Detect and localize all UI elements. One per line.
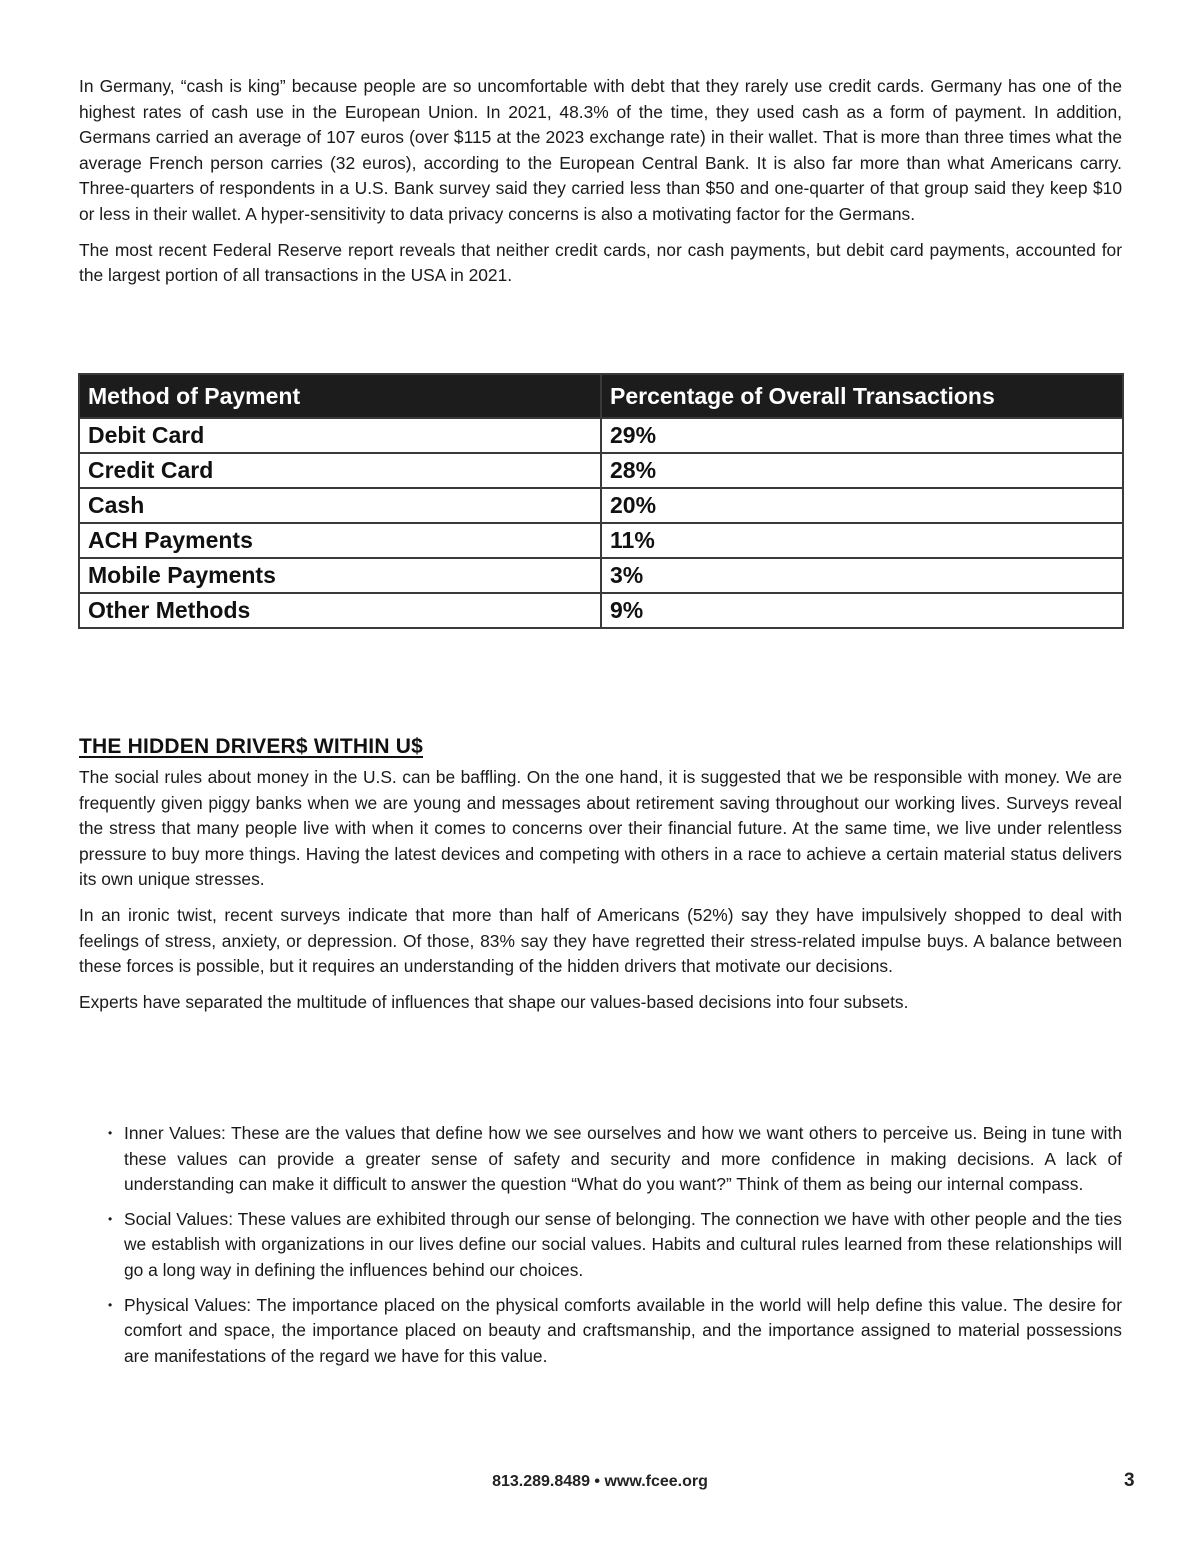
intro-paragraph-federal-reserve: The most recent Federal Reserve report reveals that neither credit cards, nor cash payments, but debit card payments, accounted for the largest portion of all transactions in the USA in 2021. [79,239,1122,286]
list-item-text: Inner Values: These are the values that define how we see ourselves and how we want others to perceive us. Being in tune with these values can provide a greater sense of safety and security and more confidence in making decisions. A lack of understanding can make it difficult to answer the question “What do you want?” Think of them as being our internal compass. [124,1123,1122,1195]
bullet-icon: • [108,1126,113,1140]
footer-contact: 813.289.8489 • www.fcee.org [492,1473,708,1490]
percent-cell: 3% [601,558,1123,593]
table-row [79,488,1123,523]
table-row [79,418,1123,453]
intro-paragraph-germany: In Germany, “cash is king” because people are so uncomfortable with debt that they rarely use credit cards. Germany has one of the highest rates of cash use in the European Union. In 2021, 48.3% of the time, they used cash as a form of payment. In addition, Germans carried an average of 107 euros (over $115 at the 2023 exchange rate) in their wallet. That is more than three times what the average French person carries (32 euros), according to the European Central Bank. It is also far more than what Americans carry. Three-quarters of respondents in a U.S. Bank survey said they carried less than $50 and one-quarter of that group said they keep $10 or less in their wallet. A hyper-sensitivity to data privacy concerns is also a motivating factor for the Germans. [79,76,1122,224]
table-row [79,453,1123,488]
section-title: THE HIDDEN DRIVER$ WITHIN U$ [79,735,423,758]
hidden-drivers-section [79,735,1122,1025]
four-subsets-paragraph: Experts have separated the multitude of influences that shape our values-based decisions into four subsets. [79,991,909,1012]
table-row [79,593,1123,628]
intro-section [79,74,1122,289]
social-rules-paragraph: The social rules about money in the U.S. can be baffling. On the one hand, it is suggested that we be responsible with money. We are frequently given piggy banks when we are young and messages about retirement saving throughout our working lives. Surveys reveal the stress that many people live with when it comes to concerns over their financial future. At the same time, we live under relentless pressure to buy more things. Having the latest devices and competing with others in a race to achieve a certain material status delivers its own unique stresses. [79,767,1122,890]
ironic-twist-paragraph: In an ironic twist, recent surveys indicate that more than half of Americans (52%) say they have impulsively shopped to deal with feelings of stress, anxiety, or depression. Of those, 83% say they have regretted their stress-related impulse buys. A balance between these forces is possible, but it requires an understanding of the hidden drivers that motivate our decisions. [79,904,1122,977]
percent-cell: 20% [601,488,1123,523]
method-cell: Cash [79,488,601,523]
values-list [106,1121,1122,1378]
payment-methods-table [78,373,1124,629]
column-header-percentage: Percentage of Overall Transactions [601,374,1123,418]
method-cell: Mobile Payments [79,558,601,593]
percent-cell: 11% [601,523,1123,558]
percent-cell: 29% [601,418,1123,453]
column-header-method: Method of Payment [79,374,601,418]
bullet-icon: • [108,1211,113,1226]
bullet-icon: • [108,1297,113,1312]
method-cell: Credit Card [79,453,601,488]
list-item-text: Social Values: These values are exhibited through our sense of belonging. The connection we have with other people and the ties we establish with organizations in our lives define our social values. Habits and cultural rules learned from these relationships will go a long way in defining the influences behind our choices. [124,1208,1122,1280]
percent-cell: 9% [601,593,1123,628]
table-header-row [79,374,1123,418]
list-item-social-values [106,1207,1122,1284]
method-cell: Debit Card [79,418,601,453]
percent-cell: 28% [601,453,1123,488]
method-cell: ACH Payments [79,523,601,558]
list-item-text: Physical Values: The importance placed on the physical comforts available in the world will help define this value. The desire for comfort and space, the importance placed on beauty and craftsmanship, and the importance assigned to material possessions are manifestations of the regard we have for this value. [124,1294,1122,1366]
list-item-physical-values [106,1293,1122,1370]
page-number: 3 [1124,1470,1135,1491]
table-row [79,523,1123,558]
method-cell: Other Methods [79,593,601,628]
table-row [79,558,1123,593]
list-item-inner-values [106,1121,1122,1198]
